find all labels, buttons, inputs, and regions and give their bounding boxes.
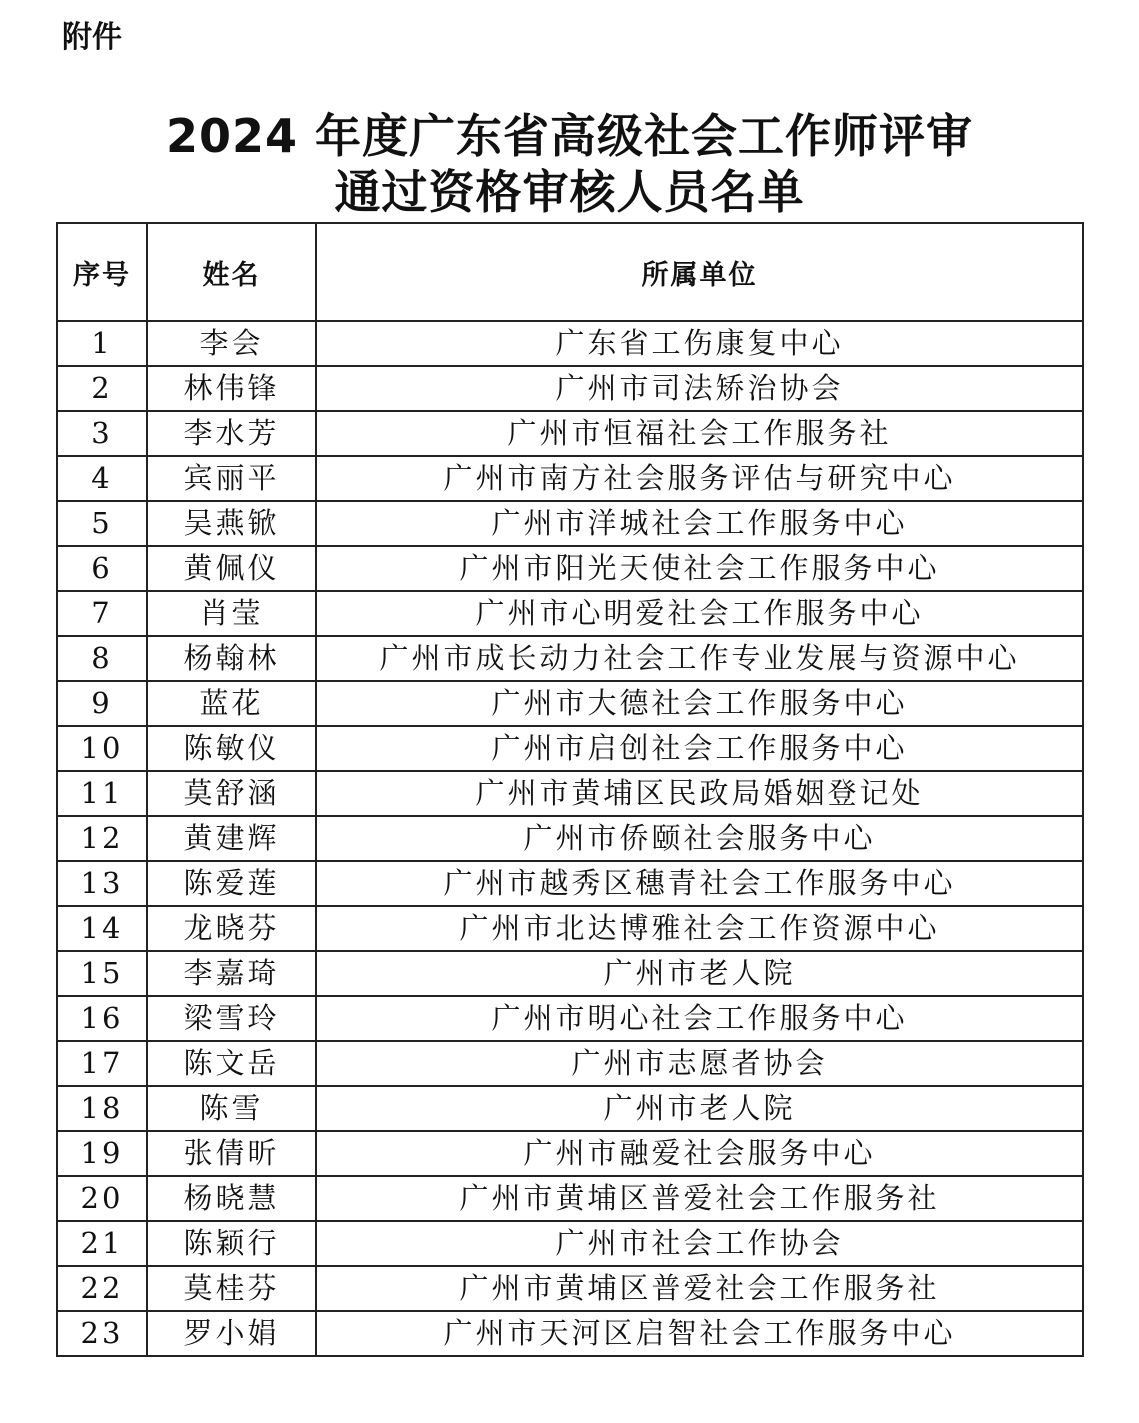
affiliated-unit-cell: 广州市侨颐社会服务中心 — [316, 816, 1083, 861]
affiliated-unit-cell: 广州市恒福社会工作服务社 — [316, 411, 1083, 456]
table-row — [57, 411, 1083, 456]
affiliated-unit-cell: 广州市黄埔区普爱社会工作服务社 — [316, 1266, 1083, 1311]
affiliated-unit-cell: 广州市大德社会工作服务中心 — [316, 681, 1083, 726]
table-header-row — [57, 223, 1083, 321]
person-name-cell: 莫桂芬 — [147, 1266, 316, 1311]
affiliated-unit-cell: 广东省工伤康复中心 — [316, 321, 1083, 366]
table-row — [57, 861, 1083, 906]
serial-number-cell: 13 — [57, 861, 147, 906]
affiliated-unit-cell: 广州市黄埔区普爱社会工作服务社 — [316, 1176, 1083, 1221]
affiliated-unit-cell: 广州市心明爱社会工作服务中心 — [316, 591, 1083, 636]
affiliated-unit-cell: 广州市越秀区穗青社会工作服务中心 — [316, 861, 1083, 906]
table-row — [57, 366, 1083, 411]
serial-number-cell: 7 — [57, 591, 147, 636]
affiliated-unit-cell: 广州市洋城社会工作服务中心 — [316, 501, 1083, 546]
serial-number-cell: 3 — [57, 411, 147, 456]
person-name-cell: 杨翰林 — [147, 636, 316, 681]
affiliated-unit-cell: 广州市司法矫治协会 — [316, 366, 1083, 411]
header-serial-number: 序号 — [57, 223, 147, 321]
serial-number-cell: 23 — [57, 1311, 147, 1356]
person-name-cell: 陈雪 — [147, 1086, 316, 1131]
serial-number-cell: 4 — [57, 456, 147, 501]
table-row — [57, 951, 1083, 996]
roster-table-body — [57, 321, 1083, 1356]
person-name-cell: 肖莹 — [147, 591, 316, 636]
serial-number-cell: 6 — [57, 546, 147, 591]
table-row — [57, 1131, 1083, 1176]
person-name-cell: 李水芳 — [147, 411, 316, 456]
serial-number-cell: 17 — [57, 1041, 147, 1086]
table-row — [57, 1041, 1083, 1086]
person-name-cell: 龙晓芬 — [147, 906, 316, 951]
table-row — [57, 816, 1083, 861]
table-row — [57, 1266, 1083, 1311]
person-name-cell: 罗小娟 — [147, 1311, 316, 1356]
table-row — [57, 456, 1083, 501]
document-title-line-2: 通过资格审核人员名单 — [334, 165, 805, 219]
serial-number-cell: 5 — [57, 501, 147, 546]
affiliated-unit-cell: 广州市阳光天使社会工作服务中心 — [316, 546, 1083, 591]
table-row — [57, 726, 1083, 771]
document-title-line-1: 2024 年度广东省高级社会工作师评审 — [165, 109, 974, 163]
serial-number-cell: 21 — [57, 1221, 147, 1266]
serial-number-cell: 14 — [57, 906, 147, 951]
person-name-cell: 莫舒涵 — [147, 771, 316, 816]
person-name-cell: 李嘉琦 — [147, 951, 316, 996]
serial-number-cell: 10 — [57, 726, 147, 771]
table-row — [57, 681, 1083, 726]
table-row — [57, 1221, 1083, 1266]
table-row — [57, 636, 1083, 681]
table-row — [57, 546, 1083, 591]
serial-number-cell: 2 — [57, 366, 147, 411]
person-name-cell: 陈敏仪 — [147, 726, 316, 771]
serial-number-cell: 22 — [57, 1266, 147, 1311]
table-row — [57, 501, 1083, 546]
serial-number-cell: 8 — [57, 636, 147, 681]
person-name-cell: 陈文岳 — [147, 1041, 316, 1086]
affiliated-unit-cell: 广州市社会工作协会 — [316, 1221, 1083, 1266]
table-row — [57, 591, 1083, 636]
serial-number-cell: 12 — [57, 816, 147, 861]
person-name-cell: 李会 — [147, 321, 316, 366]
person-name-cell: 蓝花 — [147, 681, 316, 726]
person-name-cell: 陈颖行 — [147, 1221, 316, 1266]
affiliated-unit-cell: 广州市老人院 — [316, 951, 1083, 996]
person-name-cell: 宾丽平 — [147, 456, 316, 501]
table-row — [57, 1176, 1083, 1221]
person-name-cell: 梁雪玲 — [147, 996, 316, 1041]
affiliated-unit-cell: 广州市南方社会服务评估与研究中心 — [316, 456, 1083, 501]
person-name-cell: 张倩昕 — [147, 1131, 316, 1176]
serial-number-cell: 19 — [57, 1131, 147, 1176]
table-row — [57, 771, 1083, 816]
serial-number-cell: 9 — [57, 681, 147, 726]
affiliated-unit-cell: 广州市天河区启智社会工作服务中心 — [316, 1311, 1083, 1356]
person-name-cell: 林伟锋 — [147, 366, 316, 411]
roster-table — [56, 222, 1084, 1357]
affiliated-unit-cell: 广州市志愿者协会 — [316, 1041, 1083, 1086]
affiliated-unit-cell: 广州市启创社会工作服务中心 — [316, 726, 1083, 771]
person-name-cell: 陈爱莲 — [147, 861, 316, 906]
table-row — [57, 1311, 1083, 1356]
serial-number-cell: 16 — [57, 996, 147, 1041]
affiliated-unit-cell: 广州市明心社会工作服务中心 — [316, 996, 1083, 1041]
affiliated-unit-cell: 广州市黄埔区民政局婚姻登记处 — [316, 771, 1083, 816]
affiliated-unit-cell: 广州市融爱社会服务中心 — [316, 1131, 1083, 1176]
affiliated-unit-cell: 广州市老人院 — [316, 1086, 1083, 1131]
person-name-cell: 吴燕锨 — [147, 501, 316, 546]
serial-number-cell: 15 — [57, 951, 147, 996]
table-row — [57, 1086, 1083, 1131]
person-name-cell: 杨晓慧 — [147, 1176, 316, 1221]
person-name-cell: 黄佩仪 — [147, 546, 316, 591]
serial-number-cell: 18 — [57, 1086, 147, 1131]
header-affiliated-unit: 所属单位 — [316, 223, 1083, 321]
serial-number-cell: 11 — [57, 771, 147, 816]
header-name: 姓名 — [147, 223, 316, 321]
affiliated-unit-cell: 广州市北达博雅社会工作资源中心 — [316, 906, 1083, 951]
table-row — [57, 996, 1083, 1041]
affiliated-unit-cell: 广州市成长动力社会工作专业发展与资源中心 — [316, 636, 1083, 681]
table-row — [57, 321, 1083, 366]
person-name-cell: 黄建辉 — [147, 816, 316, 861]
serial-number-cell: 1 — [57, 321, 147, 366]
serial-number-cell: 20 — [57, 1176, 147, 1221]
attachment-label: 附件 — [62, 20, 122, 55]
table-row — [57, 906, 1083, 951]
